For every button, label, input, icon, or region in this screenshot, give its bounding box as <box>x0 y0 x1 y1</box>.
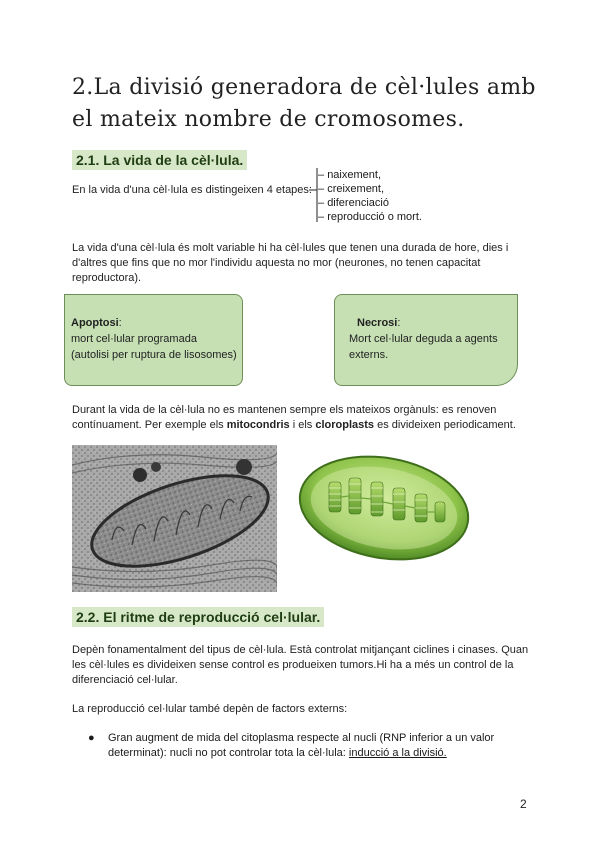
necrosi-label: Necrosi <box>357 317 398 329</box>
apoptosi-line2: (autolisi per ruptura de lisosomes) <box>71 349 237 361</box>
mitocondris-term: mitocondris <box>226 419 290 431</box>
apoptosi-label: Apoptosi <box>71 317 119 329</box>
cloroplasts-term: cloroplasts <box>315 419 375 431</box>
stage-item: – diferenciació <box>318 197 389 209</box>
stages-intro: En la vida d'una cèl·lula es distingeixen 4 etapes: <box>72 184 312 196</box>
stage-item: – creixement, <box>318 183 385 195</box>
bullet-item: Gran augment de mida del citoplasma respecte al nucli (RNP inferior a un valor determinat): nucli no pot controlar tota la cèl·lula: inducció a la divisió. <box>108 732 495 759</box>
apoptosi-line1: mort cel·lular programada <box>71 333 197 345</box>
chloroplast-illustration <box>297 452 472 562</box>
page-number: 2 <box>520 797 527 811</box>
cell-life-paragraph: La vida d'una cèl·lula és molt variable hi ha cèl·lules que tenen una durada de hore, dies i d'altres que fins que no mor l'individu aquesta no mor (neurones, no tenen capacitat reproductora). <box>72 242 509 284</box>
apoptosi-box: Apoptosi: mort cel·lular programada (autolisi per ruptura de lisosomes) <box>64 294 243 386</box>
necrosi-line2: externs. <box>349 349 389 361</box>
necrosi-line1: Mort cel·lular deguda a agents <box>349 333 498 345</box>
page-title: 2.La divisió generadora de cèl·lules amb el mateix nombre de cromosomes. <box>72 75 536 132</box>
necrosi-box: Necrosi: Mort cel·lular deguda a agents externs. <box>334 294 518 386</box>
section-heading-2-1: 2.1. La vida de la cèl·lula. <box>72 150 247 170</box>
bullet-marker: ● <box>88 732 95 744</box>
stages-list <box>318 168 422 224</box>
organuls-paragraph: Durant la vida de la cèl·lula no es mantenen sempre els mateixos orgànuls: es renoven contínuament. Per exemple els mitocondris i els cloroplasts es divideixen periodicament. <box>72 404 516 431</box>
reproduction-paragraph: Depèn fonamentalment del tipus de cèl·lula. Està controlat mitjançant ciclines i cinases. Quan les cèl·lules es divideixen sense control es produeixen tumors.Hi ha a més un control de la diferenciació cel·lular. <box>72 644 529 686</box>
division-link-text: inducció a la divisió. <box>348 747 447 759</box>
mitochondrion-micrograph <box>72 445 277 592</box>
stage-item: – reproducció o mort. <box>318 211 422 223</box>
external-factors-paragraph: La reproducció cel·lular també depèn de factors externs: <box>72 703 348 715</box>
stage-item: – naixement, <box>318 169 381 181</box>
section-heading-2-2: 2.2. El ritme de reproducció cel·lular. <box>72 607 324 627</box>
